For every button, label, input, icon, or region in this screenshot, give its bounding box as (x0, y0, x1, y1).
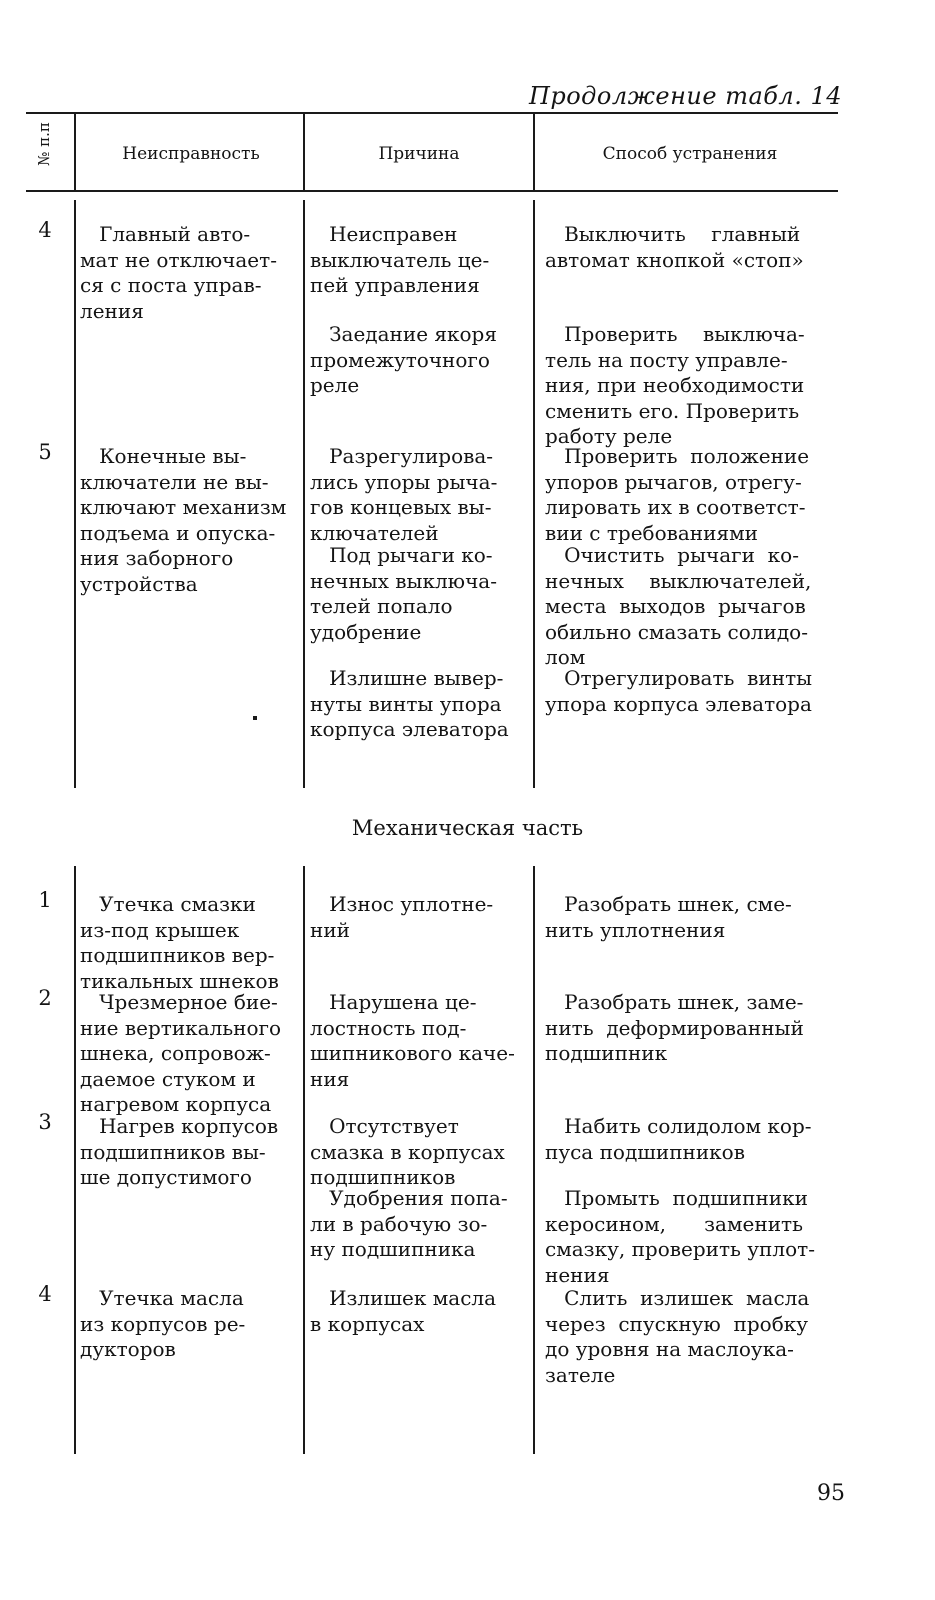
header-divider-3 (533, 112, 535, 192)
row-number: 1 (38, 888, 52, 912)
page-number: 95 (817, 1481, 845, 1506)
group1-divider-3 (533, 200, 535, 788)
cause-text: Неисправен выключатель це- пей управления (310, 222, 490, 297)
stray-dot (253, 716, 257, 720)
cause-text: Под рычаги ко- нечных выключа- телей попало удобрение (310, 543, 497, 644)
column-header-remedy: Способ устранения (602, 144, 778, 164)
header-bottom-rule (26, 190, 838, 192)
group2-divider-1 (74, 866, 76, 1454)
column-header-num: № п.п (35, 122, 53, 166)
header-top-rule (26, 112, 838, 114)
remedy-text: Очистить рычаги ко- нечных выключателей, места выходов рычагов обильно смазать солидо- лом (545, 543, 812, 669)
cause-text: Нарушена це- лостность под- шипникового каче- ния (310, 990, 515, 1091)
column-header-fault: Неисправность (122, 144, 260, 164)
cause-text: Излишек масла в корпусах (310, 1286, 497, 1336)
cause-text: Удобрения попа- ли в рабочую зо- ну подшипника (310, 1186, 508, 1261)
fault-text: Конечные вы- ключатели не вы- ключают механизм подъема и опуска- ния заборного устройства (80, 444, 287, 596)
fault-text: Нагрев корпусов подшипников вы- ше допустимого (80, 1114, 279, 1189)
remedy-text: Выключить главный автомат кнопкой «стоп» (545, 222, 804, 272)
row-number: 2 (38, 986, 52, 1010)
remedy-text: Слить излишек масла через спускную пробку до уровня на маслоука- зателе (545, 1286, 810, 1387)
column-header-cause: Причина (378, 144, 460, 164)
remedy-text: Набить солидолом кор- пуса подшипников (545, 1114, 812, 1164)
remedy-text: Разобрать шнек, сме- нить уплотнения (545, 892, 792, 942)
row-number: 4 (38, 1282, 52, 1306)
group1-divider-1 (74, 200, 76, 788)
header-divider-1 (74, 112, 76, 192)
group1-divider-2 (303, 200, 305, 788)
row-number: 5 (38, 440, 52, 464)
remedy-text: Проверить выключа- тель на посту управле- ния, при необходимости сменить его. Проверить работу реле (545, 322, 805, 448)
cause-text: Износ уплотне- ний (310, 892, 494, 942)
fault-text: Главный авто- мат не отключает- ся с поста управ- ления (80, 222, 277, 323)
header-divider-2 (303, 112, 305, 192)
cause-text: Разрегулирова- лись упоры рыча- гов концевых вы- ключателей (310, 444, 498, 545)
table-continuation-title: Продолжение табл. 14 (528, 82, 842, 110)
cause-text: Излишне вывер- нуты винты упора корпуса элеватора (310, 666, 509, 741)
fault-text: Утечка смазки из-под крышек подшипников вер- тикальных шнеков (80, 892, 279, 993)
fault-text: Чрезмерное бие- ние вертикального шнека, сопровож- даемое стуком и нагревом корпуса (80, 990, 282, 1116)
remedy-text: Промыть подшипники керосином, заменить смазку, проверить уплот- нения (545, 1186, 815, 1287)
cause-text: Отсутствует смазка в корпусах подшипников (310, 1114, 505, 1189)
remedy-text: Проверить положение упоров рычагов, отрегу- лировать их в соответст- вии с требованиями (545, 444, 810, 545)
row-number: 4 (38, 218, 52, 242)
cause-text: Заедание якоря промежуточного реле (310, 322, 497, 397)
section-title: Механическая часть (351, 816, 584, 840)
remedy-text: Разобрать шнек, заме- нить деформированный подшипник (545, 990, 804, 1065)
group2-divider-2 (303, 866, 305, 1454)
fault-text: Утечка масла из корпусов ре- дукторов (80, 1286, 246, 1361)
remedy-text: Отрегулировать винты упора корпуса элеватора (545, 666, 813, 716)
group2-divider-3 (533, 866, 535, 1454)
row-number: 3 (38, 1110, 52, 1134)
